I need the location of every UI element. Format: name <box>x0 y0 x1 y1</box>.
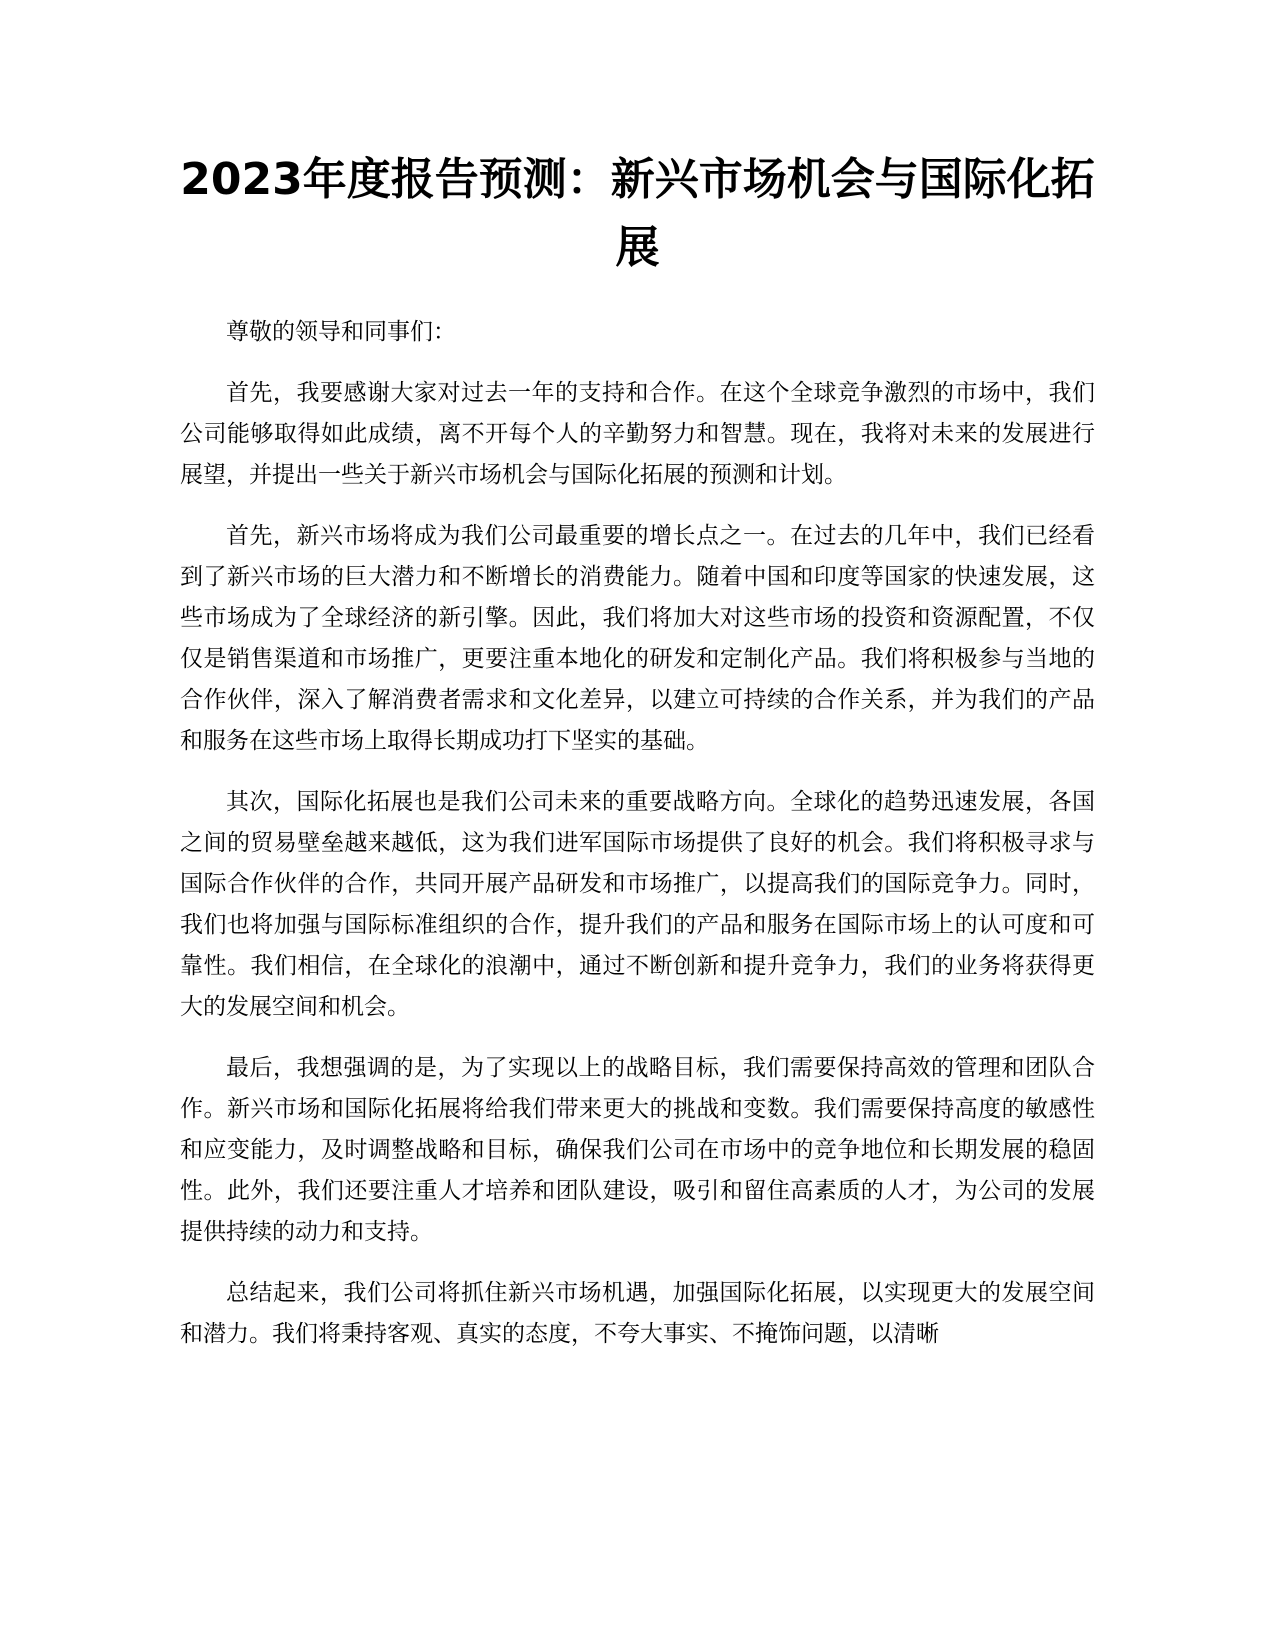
body-paragraph: 首先，新兴市场将成为我们公司最重要的增长点之一。在过去的几年中，我们已经看到了新兴市场的巨大潜力和不断增长的消费能力。随着中国和印度等国家的快速发展，这些市场成为了全球经济的新引擎。因此，我们将加大对这些市场的投资和资源配置，不仅仅是销售渠道和市场推广，更要注重本地化的研发和定制化产品。我们将积极参与当地的合作伙伴，深入了解消费者需求和文化差异，以建立可持续的合作关系，并为我们的产品和服务在这些市场上取得长期成功打下坚实的基础。 <box>180 523 1095 754</box>
body-paragraph: 总结起来，我们公司将抓住新兴市场机遇，加强国际化拓展，以实现更大的发展空间和潜力。我们将秉持客观、真实的态度，不夸大事实、不掩饰问题，以清晰 <box>180 1280 1095 1347</box>
salutation-paragraph: 尊敬的领导和同事们： <box>226 319 456 345</box>
body-paragraph: 最后，我想强调的是，为了实现以上的战略目标，我们需要保持高效的管理和团队合作。新兴市场和国际化拓展将给我们带来更大的挑战和变数。我们需要保持高度的敏感性和应变能力，及时调整战略和目标，确保我们公司在市场中的竞争地位和长期发展的稳固性。此外，我们还要注重人才培养和团队建设，吸引和留住高素质的人才，为公司的发展提供持续的动力和支持。 <box>180 1055 1095 1245</box>
body-paragraph: 首先，我要感谢大家对过去一年的支持和合作。在这个全球竞争激烈的市场中，我们公司能够取得如此成绩，离不开每个人的辛勤努力和智慧。现在，我将对未来的发展进行展望，并提出一些关于新兴市场机会与国际化拓展的预测和计划。 <box>180 380 1095 488</box>
document-title: 2023年度报告预测：新兴市场机会与国际化拓展 <box>180 154 1095 273</box>
body-paragraph: 其次，国际化拓展也是我们公司未来的重要战略方向。全球化的趋势迅速发展，各国之间的贸易壁垒越来越低，这为我们进军国际市场提供了良好的机会。我们将积极寻求与国际合作伙伴的合作，共同开展产品研发和市场推广，以提高我们的国际竞争力。同时，我们也将加强与国际标准组织的合作，提升我们的产品和服务在国际市场上的认可度和可靠性。我们相信，在全球化的浪潮中，通过不断创新和提升竞争力，我们的业务将获得更大的发展空间和机会。 <box>180 789 1095 1020</box>
document-body <box>180 312 1095 1375</box>
